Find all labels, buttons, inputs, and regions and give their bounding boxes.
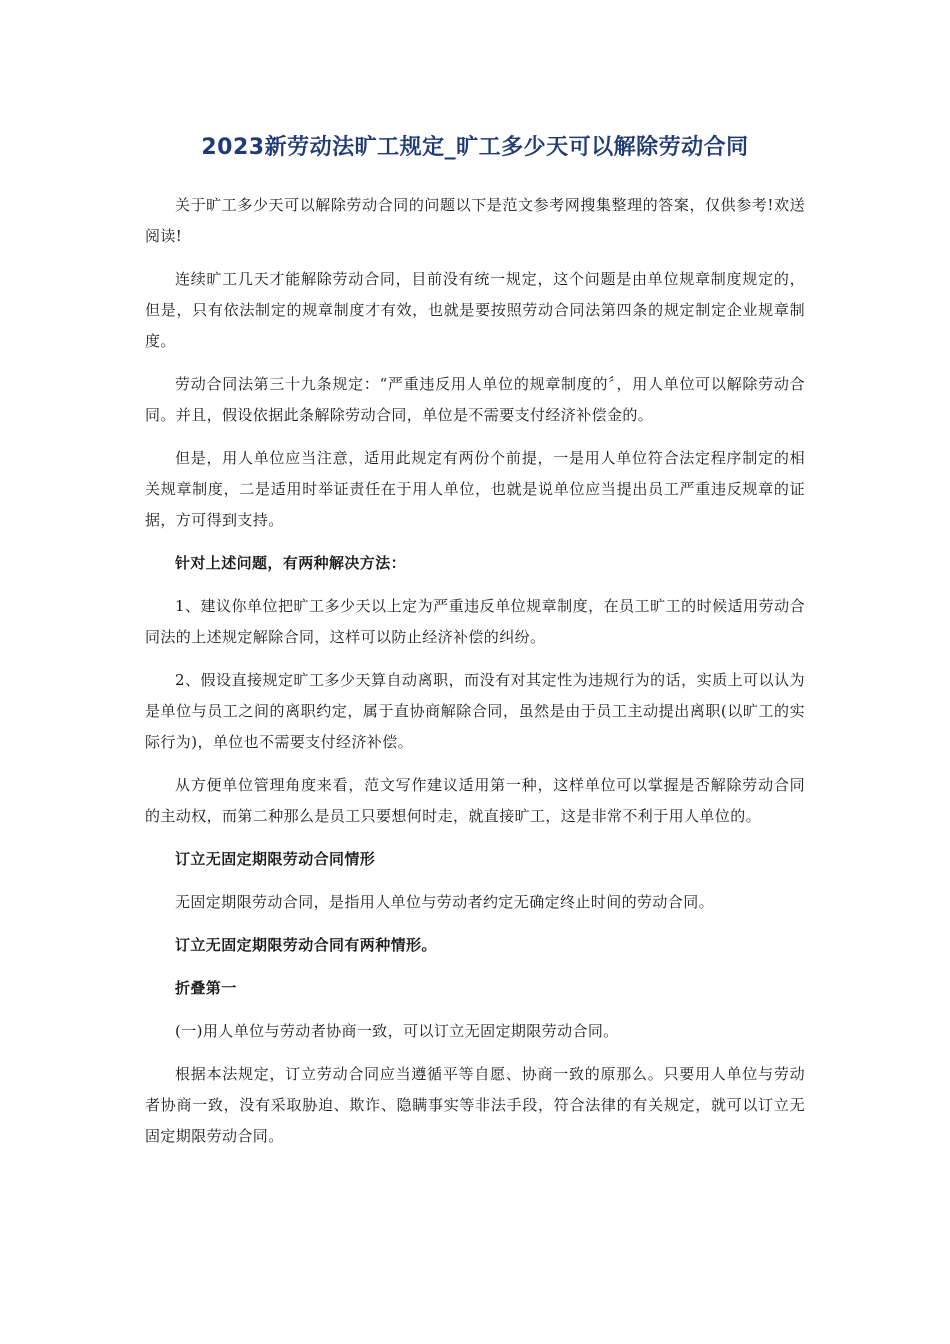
paragraph-solution-2: 2、假设直接规定旷工多少天算自动离职，而没有对其定性为违规行为的话，实质上可以认为是单位与员工之间的离职约定，属于直协商解除合同，虽然是由于员工主动提出离职(以旷工的实际行为)，单位也不需要支付经济补偿。 xyxy=(145,671,805,751)
paragraph-definition: 无固定期限劳动合同，是指用人单位与劳动者约定无确定终止时间的劳动合同。 xyxy=(175,893,715,911)
heading-open-ended-contract: 订立无固定期限劳动合同情形 xyxy=(175,850,376,868)
paragraph-solution-1: 1、建议你单位把旷工多少天以上定为严重违反单位规章制度，在员工旷工的时候适用劳动合同法的上述规定解除合同，这样可以防止经济补偿的纠纷。 xyxy=(145,597,805,646)
heading-first: 折叠第一 xyxy=(175,979,237,997)
paragraph-mutual-agreement: (一)用人单位与劳动者协商一致，可以订立无固定期限劳动合同。 xyxy=(175,1022,619,1040)
document-page xyxy=(145,128,805,1164)
paragraph-recommendation: 从方便单位管理角度来看，范文写作建议适用第一种，这样单位可以掌握是否解除劳动合同的主动权，而第二种那么是员工只要想何时走，就直接旷工，这是非常不利于用人单位的。 xyxy=(145,776,805,825)
heading-two-situations: 订立无固定期限劳动合同有两种情形。 xyxy=(175,936,437,954)
paragraph-legal-basis: 根据本法规定，订立劳动合同应当遵循平等自愿、协商一致的原那么。只要用人单位与劳动者协商一致，没有采取胁迫、欺诈、隐瞒事实等非法手段，符合法律的有关规定，就可以订立无固定期限劳动合同。 xyxy=(145,1065,805,1145)
document-title: 2023新劳动法旷工规定_旷工多少天可以解除劳动合同 xyxy=(201,135,749,160)
paragraph-preconditions: 但是，用人单位应当注意，适用此规定有两份个前提，一是用人单位符合法定程序制定的相关规章制度，二是适用时举证责任在于用人单位，也就是说单位应当提出员工严重违反规章的证据，方可得到支持。 xyxy=(145,449,805,529)
paragraph-consecutive-absence: 连续旷工几天才能解除劳动合同，目前没有统一规定，这个问题是由单位规章制度规定的，但是，只有依法制定的规章制度才有效，也就是要按照劳动合同法第四条的规定制定企业规章制度。 xyxy=(145,270,805,350)
heading-solutions: 针对上述问题，有两种解决方法： xyxy=(175,554,407,572)
paragraph-intro: 关于旷工多少天可以解除劳动合同的问题以下是范文参考网搜集整理的答案，仅供参考!欢送阅读! xyxy=(145,196,805,245)
paragraph-article-39: 劳动合同法第三十九条规定：“严重违反用人单位的规章制度的〞，用人单位可以解除劳动合同。并且，假设依据此条解除劳动合同，单位是不需要支付经济补偿金的。 xyxy=(145,375,805,424)
